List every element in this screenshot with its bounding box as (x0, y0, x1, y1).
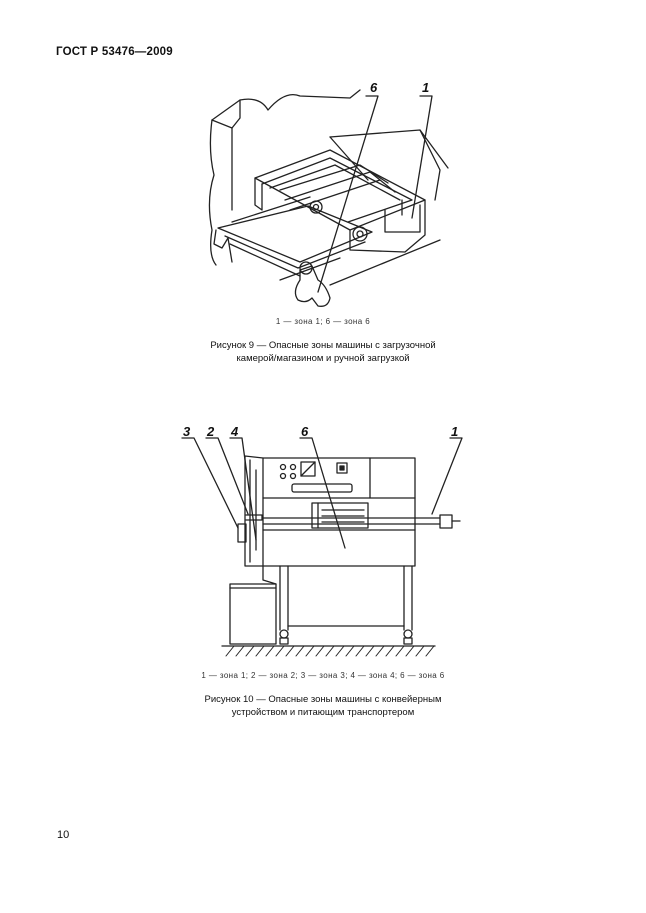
figure-9-legend: 1 — зона 1; 6 — зона 6 (275, 317, 371, 326)
figure-10-legend: 1 — зона 1; 2 — зона 2; 3 — зона 3; 4 — зона 4; 6 — зона 6 (201, 671, 445, 680)
figure-9-caption-line2: камерой/магазином и ручной загрузкой (236, 353, 410, 364)
figure-10-callout-3: 3 (183, 424, 191, 439)
figure-10-callout-6: 6 (301, 424, 309, 439)
figure-10-caption-line1: Рисунок 10 — Опасные зоны машины с конвейерным (204, 694, 442, 705)
figure-9-caption-line1: Рисунок 9 — Опасные зоны машины с загрузочной (210, 340, 436, 351)
figure-10-callout-1: 1 (451, 424, 459, 439)
figure-10-callout-4: 4 (231, 424, 239, 439)
page-number: 10 (57, 829, 70, 841)
figure-10-callout-2: 2 (207, 424, 215, 439)
figure-9-callout-6: 6 (370, 80, 378, 95)
figure-10-caption-line2: устройством и питающим транспортером (231, 707, 415, 718)
figure-9-callout-1: 1 (422, 80, 430, 95)
document-header: ГОСТ Р 53476—2009 (56, 46, 173, 58)
